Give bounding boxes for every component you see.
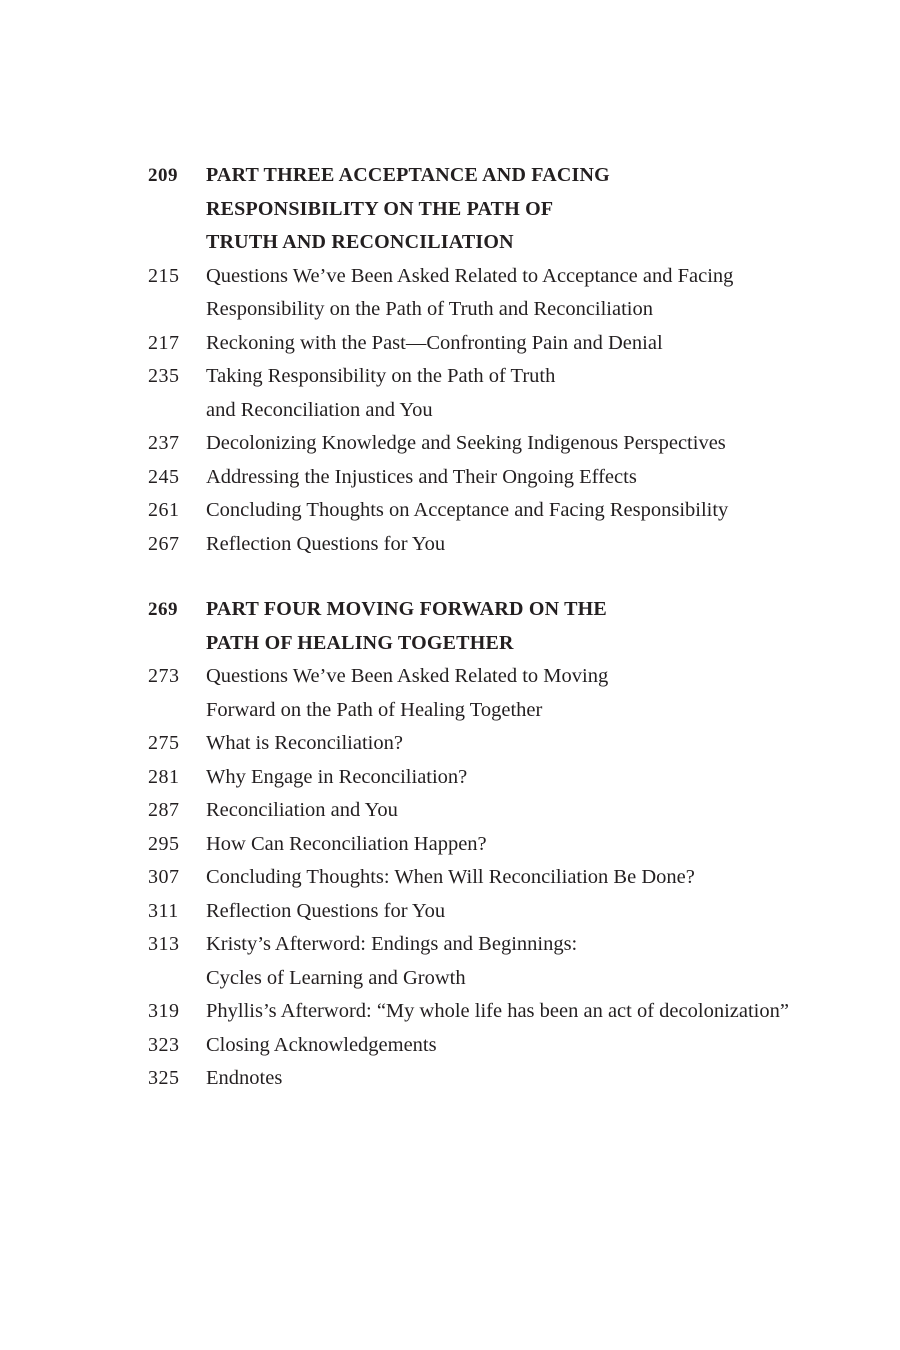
toc-entry-title: Concluding Thoughts: When Will Reconciliation Be Done? (206, 866, 695, 888)
toc-page-number: 287 (148, 799, 180, 821)
toc-page-number: 237 (148, 432, 180, 454)
toc-page-number: 261 (148, 499, 180, 521)
toc-entry-title: Reconciliation and You (206, 799, 398, 821)
toc-entry[interactable] (148, 528, 828, 562)
toc-entry-title: Kristy’s Afterword: Endings and Beginnings: Cycles of Learning and Growth (206, 933, 578, 989)
toc-entry-title: Questions We’ve Been Asked Related to Moving Forward on the Path of Healing Together (206, 665, 609, 721)
toc-entry[interactable] (148, 995, 828, 1029)
toc-page-number: 281 (148, 765, 180, 788)
toc-page-number: 323 (148, 1033, 180, 1056)
toc-part-title: PART THREE ACCEPTANCE AND FACING RESPONSIBILITY ON THE PATH OF TRUTH AND RECONCILIATION (206, 164, 610, 253)
toc-page-number: 311 (148, 899, 179, 922)
toc-entry-title: Phyllis’s Afterword: “My whole life has been an act of decolonization” (206, 1000, 789, 1022)
toc-entry[interactable] (148, 660, 828, 727)
toc-entry[interactable] (148, 794, 828, 828)
toc-page-number: 245 (148, 465, 180, 488)
toc-entry[interactable] (148, 727, 828, 761)
toc-page-number: 319 (148, 1000, 180, 1022)
toc-entry[interactable] (148, 427, 828, 461)
toc-page-number: 209 (148, 165, 178, 186)
toc-page-number: 275 (148, 732, 180, 754)
toc-page-number: 267 (148, 532, 180, 555)
toc-page-number: 215 (148, 264, 180, 287)
toc-entry[interactable] (148, 360, 828, 427)
toc-entry-title: Concluding Thoughts on Acceptance and Facing Responsibility (206, 499, 729, 521)
toc-entry-title: How Can Reconciliation Happen? (206, 832, 487, 855)
toc-entry[interactable] (148, 828, 828, 862)
toc-entry-title: Questions We’ve Been Asked Related to Acceptance and Facing Responsibility on the Path of Truth and Reconciliation (206, 264, 734, 320)
toc-entry[interactable] (148, 327, 828, 361)
toc-entry-title: Endnotes (206, 1067, 283, 1089)
toc-entry-title: Addressing the Injustices and Their Ongoing Effects (206, 465, 637, 488)
toc-entry-title: Taking Responsibility on the Path of Truth and Reconciliation and You (206, 365, 556, 421)
toc-entry-title: What is Reconciliation? (206, 732, 403, 754)
toc-entry[interactable] (148, 260, 828, 327)
toc-page-number: 217 (148, 331, 180, 354)
toc-entry-title: Reckoning with the Past—Confronting Pain and Denial (206, 331, 663, 354)
toc-page-number: 307 (148, 866, 180, 888)
toc-entry[interactable] (148, 861, 828, 895)
toc-page-number: 273 (148, 665, 180, 687)
toc-entry[interactable] (148, 461, 828, 495)
toc-entry[interactable] (148, 494, 828, 528)
toc-page-number: 325 (148, 1067, 180, 1089)
toc-entry[interactable] (148, 895, 828, 929)
toc-entry-title: Reflection Questions for You (206, 899, 446, 922)
toc-entry-title: Reflection Questions for You (206, 532, 446, 555)
toc-entry[interactable] (148, 1062, 828, 1096)
toc-entry[interactable] (148, 928, 828, 995)
toc-page-number: 235 (148, 365, 180, 387)
toc-part-heading[interactable] (148, 159, 828, 260)
table-of-contents (148, 159, 828, 1096)
section-spacer (148, 561, 828, 593)
toc-entry[interactable] (148, 1029, 828, 1063)
toc-entry-title: Why Engage in Reconciliation? (206, 765, 468, 788)
toc-part-heading[interactable] (148, 593, 828, 660)
toc-part-title: PART FOUR MOVING FORWARD ON THE PATH OF HEALING TOGETHER (206, 598, 607, 654)
toc-page-number: 269 (148, 599, 178, 620)
toc-page-number: 295 (148, 832, 180, 855)
toc-page-number: 313 (148, 933, 180, 955)
toc-entry[interactable] (148, 761, 828, 795)
toc-entry-title: Closing Acknowledgements (206, 1033, 437, 1056)
toc-entry-title: Decolonizing Knowledge and Seeking Indigenous Perspectives (206, 432, 726, 454)
